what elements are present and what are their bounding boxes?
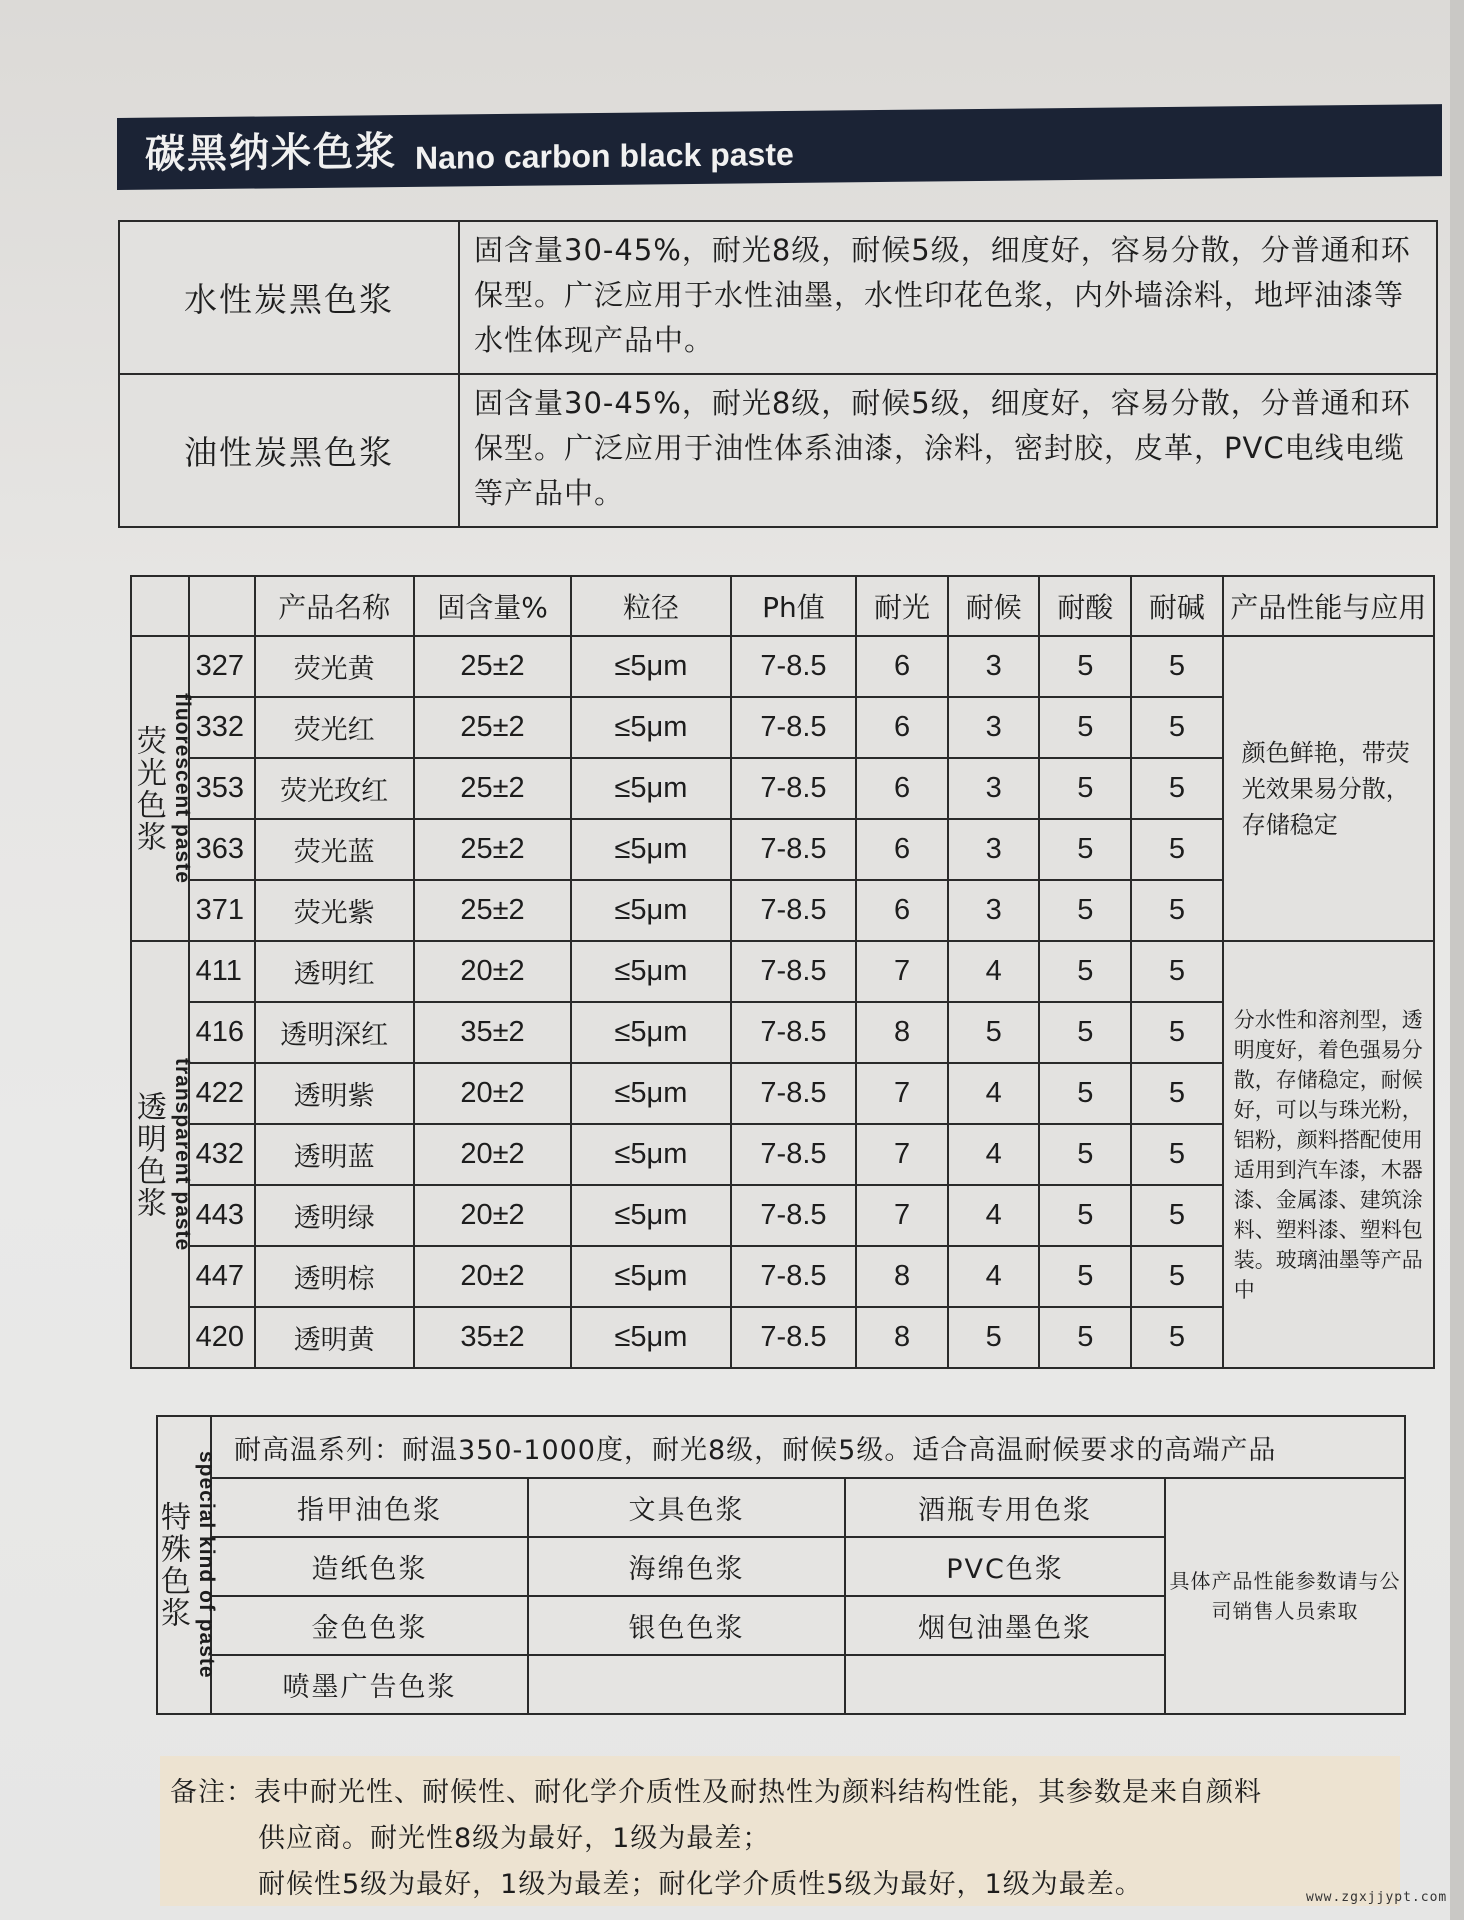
group-name-zh: 特殊色浆 (155, 1501, 190, 1629)
product-code: 443 (189, 1185, 255, 1246)
header-weather: 耐候 (948, 576, 1040, 636)
particle-size: ≤5μm (571, 1124, 730, 1185)
special-item (528, 1655, 845, 1714)
acid-resistance: 5 (1039, 1124, 1131, 1185)
header-acid: 耐酸 (1039, 576, 1131, 636)
heat-series-text: 耐高温系列：耐温350-1000度，耐光8级，耐候5级。适合高温耐候要求的高端产品 (211, 1416, 1405, 1478)
weather-fastness: 4 (948, 1063, 1040, 1124)
table-header-row (131, 576, 1434, 636)
alkali-resistance: 5 (1131, 636, 1223, 697)
acid-resistance: 5 (1039, 697, 1131, 758)
product-name: 荧光紫 (255, 880, 414, 941)
product-name: 透明红 (255, 941, 414, 1002)
light-fastness: 7 (856, 941, 948, 1002)
header-alkali: 耐碱 (1131, 576, 1223, 636)
product-code: 371 (189, 880, 255, 941)
alkali-resistance: 5 (1131, 1246, 1223, 1307)
ph-value: 7-8.5 (731, 1307, 856, 1368)
ph-value: 7-8.5 (731, 880, 856, 941)
special-item: 烟包油墨色浆 (845, 1596, 1165, 1655)
ph-value: 7-8.5 (731, 1002, 856, 1063)
particle-size: ≤5μm (571, 941, 730, 1002)
solid-content: 25±2 (414, 697, 571, 758)
product-code: 411 (189, 941, 255, 1002)
light-fastness: 6 (856, 758, 948, 819)
group-label-special (155, 1416, 218, 1714)
special-item: 造纸色浆 (211, 1537, 528, 1596)
table-row (131, 941, 1434, 1002)
special-item: 喷墨广告色浆 (211, 1655, 528, 1714)
ph-value: 7-8.5 (731, 819, 856, 880)
group-label-transparent (131, 941, 194, 1368)
group-description: 分水性和溶剂型，透明度好，着色强易分散，存储稳定，耐候好，可以与珠光粉，铝粉，颜料搭配使用适用到汽车漆，木器漆、金属漆、建筑涂料、塑料漆、塑料包装。玻璃油墨等产品中 (1223, 941, 1434, 1368)
banner-title-en: Nano carbon black paste (415, 135, 794, 176)
product-name: 透明深红 (255, 1002, 414, 1063)
group-name-zh: 荧光色浆 (131, 724, 165, 853)
weather-fastness: 3 (948, 758, 1040, 819)
acid-resistance: 5 (1039, 819, 1131, 880)
weather-fastness: 4 (948, 1246, 1040, 1307)
particle-size: ≤5μm (571, 697, 730, 758)
product-name: 荧光蓝 (255, 819, 414, 880)
acid-resistance: 5 (1039, 1185, 1131, 1246)
product-name: 荧光玫红 (255, 758, 414, 819)
alkali-resistance: 5 (1131, 1185, 1223, 1246)
product-name: 荧光黄 (255, 636, 414, 697)
special-item: 金色色浆 (211, 1596, 528, 1655)
light-fastness: 7 (856, 1124, 948, 1185)
product-code: 363 (189, 819, 255, 880)
special-item: 海绵色浆 (528, 1537, 845, 1596)
remarks-line-2: 供应商。耐光性8级为最好，1级为最差； (258, 1823, 771, 1854)
special-item (845, 1655, 1165, 1714)
watermark: www.zgxjjypt.com (1306, 1890, 1448, 1905)
light-fastness: 6 (856, 819, 948, 880)
header-particle: 粒径 (571, 576, 730, 636)
group-name-en: fluorescent paste (170, 693, 194, 884)
product-name: 透明黄 (255, 1307, 414, 1368)
banner-title-zh: 碳黑纳米色浆 (145, 129, 397, 178)
product-name: 荧光红 (255, 697, 414, 758)
acid-resistance: 5 (1039, 1063, 1131, 1124)
row-description: 固含量30-45%，耐光8级，耐候5级，细度好，容易分散，分普通和环保型。广泛应用于油性体系油漆，涂料，密封胶，皮革，PVC电线电缆等产品中。 (459, 374, 1437, 527)
alkali-resistance: 5 (1131, 1307, 1223, 1368)
solid-content: 25±2 (414, 636, 571, 697)
particle-size: ≤5μm (571, 1063, 730, 1124)
ph-value: 7-8.5 (731, 1246, 856, 1307)
alkali-resistance: 5 (1131, 1063, 1223, 1124)
particle-size: ≤5μm (571, 1002, 730, 1063)
header-light: 耐光 (856, 576, 948, 636)
solid-content: 20±2 (414, 1246, 571, 1307)
product-code: 327 (189, 636, 255, 697)
weather-fastness: 3 (948, 697, 1040, 758)
light-fastness: 6 (856, 697, 948, 758)
header-solid: 固含量% (414, 576, 571, 636)
solid-content: 20±2 (414, 1063, 571, 1124)
alkali-resistance: 5 (1131, 819, 1223, 880)
acid-resistance: 5 (1039, 880, 1131, 941)
acid-resistance: 5 (1039, 636, 1131, 697)
ph-value: 7-8.5 (731, 697, 856, 758)
alkali-resistance: 5 (1131, 1124, 1223, 1185)
product-code: 432 (189, 1124, 255, 1185)
solid-content: 20±2 (414, 941, 571, 1002)
weather-fastness: 4 (948, 1185, 1040, 1246)
light-fastness: 8 (856, 1246, 948, 1307)
group-label-fluorescent (131, 636, 194, 941)
weather-fastness: 4 (948, 1124, 1040, 1185)
particle-size: ≤5μm (571, 1307, 730, 1368)
special-side-note: 具体产品性能参数请与公司销售人员索取 (1165, 1478, 1405, 1714)
solid-content: 20±2 (414, 1185, 571, 1246)
acid-resistance: 5 (1039, 1307, 1131, 1368)
ph-value: 7-8.5 (731, 1185, 856, 1246)
light-fastness: 7 (856, 1063, 948, 1124)
group-name-en: transparent paste (170, 1057, 194, 1252)
weather-fastness: 3 (948, 880, 1040, 941)
table-row (131, 636, 1434, 697)
header-application: 产品性能与应用 (1223, 576, 1434, 636)
remarks-line-3: 耐候性5级为最好，1级为最差；耐化学介质性5级为最好，1级为最差。 (258, 1869, 1143, 1900)
table-row (119, 374, 1437, 527)
light-fastness: 6 (856, 636, 948, 697)
particle-size: ≤5μm (571, 880, 730, 941)
alkali-resistance: 5 (1131, 1002, 1223, 1063)
remarks-label: 备注： (170, 1777, 254, 1808)
group-name-en: special kind of paste (195, 1451, 218, 1679)
weather-fastness: 4 (948, 941, 1040, 1002)
table-row (157, 1416, 1405, 1478)
alkali-resistance: 5 (1131, 880, 1223, 941)
alkali-resistance: 5 (1131, 941, 1223, 1002)
product-name: 透明绿 (255, 1185, 414, 1246)
special-item: 文具色浆 (528, 1478, 845, 1537)
table-row (157, 1478, 1405, 1537)
ph-value: 7-8.5 (731, 941, 856, 1002)
row-label: 水性炭黑色浆 (119, 221, 459, 374)
section-banner (117, 104, 1442, 190)
product-code: 332 (189, 697, 255, 758)
remarks-line-1: 备注：表中耐光性、耐候性、耐化学介质性及耐热性为颜料结构性能，其参数是来自颜料 (170, 1777, 1262, 1808)
product-name: 透明棕 (255, 1246, 414, 1307)
row-label: 油性炭黑色浆 (119, 374, 459, 527)
weather-fastness: 5 (948, 1002, 1040, 1063)
special-item: 银色色浆 (528, 1596, 845, 1655)
particle-size: ≤5μm (571, 1246, 730, 1307)
carbon-black-table (118, 220, 1438, 528)
table-row (119, 221, 1437, 374)
header-code (189, 576, 255, 636)
solid-content: 25±2 (414, 880, 571, 941)
header-ph: Ph值 (731, 576, 856, 636)
product-name: 透明蓝 (255, 1124, 414, 1185)
product-code: 353 (189, 758, 255, 819)
row-description: 固含量30-45%，耐光8级，耐候5级，细度好，容易分散，分普通和环保型。广泛应用于水性油墨，水性印花色浆，内外墙涂料，地坪油漆等水性体现产品中。 (459, 221, 1437, 374)
weather-fastness: 3 (948, 819, 1040, 880)
solid-content: 35±2 (414, 1307, 571, 1368)
alkali-resistance: 5 (1131, 697, 1223, 758)
product-code: 422 (189, 1063, 255, 1124)
acid-resistance: 5 (1039, 1002, 1131, 1063)
group-description: 颜色鲜艳，带荧光效果易分散，存储稳定 (1223, 636, 1434, 941)
acid-resistance: 5 (1039, 941, 1131, 1002)
remarks-box (160, 1756, 1400, 1906)
alkali-resistance: 5 (1131, 758, 1223, 819)
product-code: 416 (189, 1002, 255, 1063)
particle-size: ≤5μm (571, 1185, 730, 1246)
ph-value: 7-8.5 (731, 636, 856, 697)
acid-resistance: 5 (1039, 758, 1131, 819)
special-item: PVC色浆 (845, 1537, 1165, 1596)
product-code: 420 (189, 1307, 255, 1368)
weather-fastness: 3 (948, 636, 1040, 697)
solid-content: 25±2 (414, 819, 571, 880)
product-name: 透明紫 (255, 1063, 414, 1124)
light-fastness: 6 (856, 880, 948, 941)
group-name-zh: 透明色浆 (131, 1090, 165, 1219)
light-fastness: 7 (856, 1185, 948, 1246)
light-fastness: 8 (856, 1307, 948, 1368)
product-spec-table (130, 575, 1435, 1369)
solid-content: 20±2 (414, 1124, 571, 1185)
page-edge (1450, 0, 1464, 1920)
ph-value: 7-8.5 (731, 758, 856, 819)
special-paste-table (156, 1415, 1406, 1715)
acid-resistance: 5 (1039, 1246, 1131, 1307)
header-group (131, 576, 189, 636)
particle-size: ≤5μm (571, 819, 730, 880)
ph-value: 7-8.5 (731, 1063, 856, 1124)
product-code: 447 (189, 1246, 255, 1307)
particle-size: ≤5μm (571, 758, 730, 819)
particle-size: ≤5μm (571, 636, 730, 697)
solid-content: 35±2 (414, 1002, 571, 1063)
header-name: 产品名称 (255, 576, 414, 636)
light-fastness: 8 (856, 1002, 948, 1063)
weather-fastness: 5 (948, 1307, 1040, 1368)
special-item: 酒瓶专用色浆 (845, 1478, 1165, 1537)
special-item: 指甲油色浆 (211, 1478, 528, 1537)
ph-value: 7-8.5 (731, 1124, 856, 1185)
solid-content: 25±2 (414, 758, 571, 819)
